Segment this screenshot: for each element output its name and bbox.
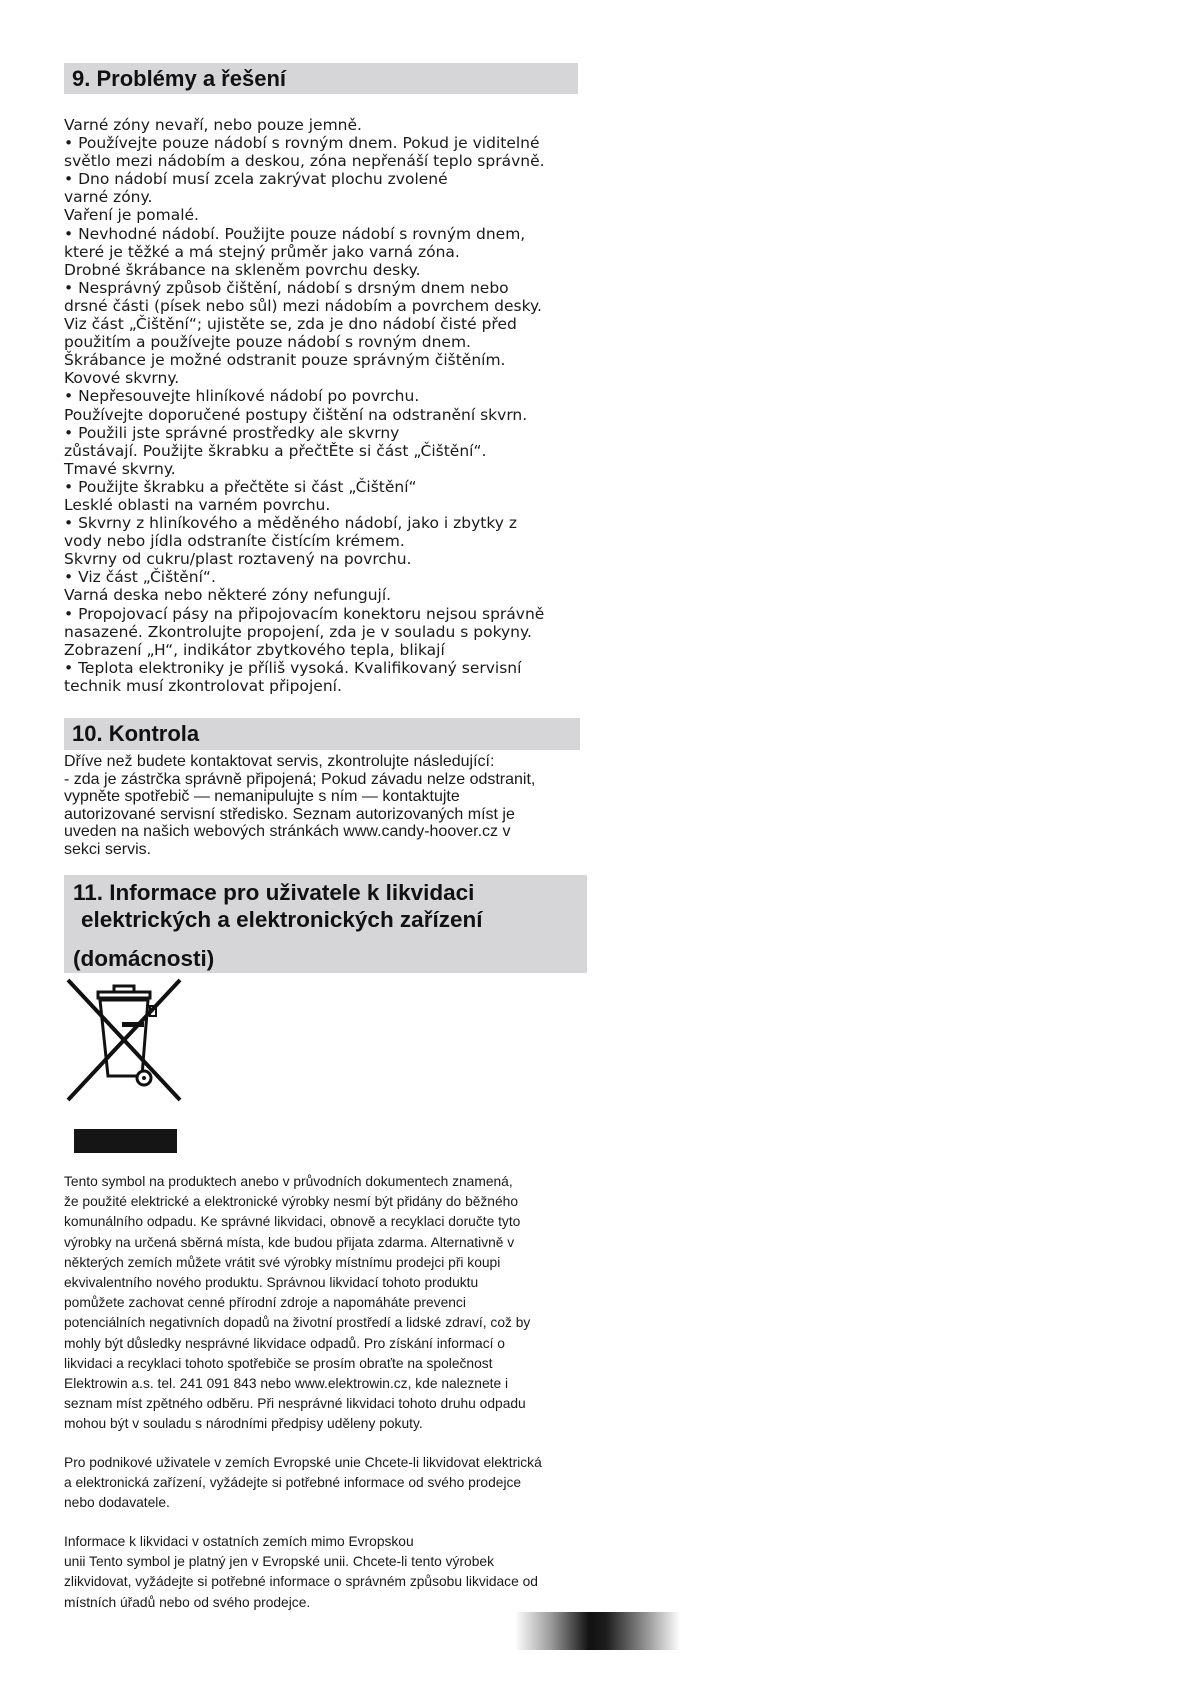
text-line: varné zóny. [64, 188, 153, 207]
disposal-paragraph-2 [64, 1453, 644, 1514]
text-line: ekvivalentního nového produktu. Správnou likvidací tohoto produktu [64, 1275, 479, 1291]
text-line: uveden na našich webových stránkách www.candy-hoover.cz v [64, 823, 511, 841]
text-line: zlikvidovat, vyžádejte si potřebné informace o správném způsobu likvidace od [64, 1574, 538, 1590]
text-line: sekci servis. [64, 840, 152, 858]
disposal-paragraph-1 [64, 1172, 644, 1435]
section-10-body [64, 753, 624, 859]
text-line: • Teplota elektroniky je příliš vysoká. Kvalifikovaný servisní [64, 658, 522, 677]
text-line: Tmavé skvrny. [64, 459, 176, 478]
text-line: drsné části (písek nebo sůl) mezi nádobím a povrchem desky. [64, 296, 542, 315]
text-line: potenciálních negativních dopadů na životní prostředí a lidské zdraví, což by [64, 1315, 531, 1331]
text-line: Lesklé oblasti na varném povrchu. [64, 495, 331, 514]
text-line: autorizované servisní středisko. Seznam autorizovaných míst je [64, 805, 515, 823]
text-line: mohly být důsledky nesprávné likvidace odpadů. Pro získání informací o [64, 1335, 505, 1351]
text-line: Škrábance je možné odstranit pouze správným čištěním. [64, 351, 506, 370]
section-11-heading [64, 875, 587, 973]
text-line: seznam míst zpětného odběru. Při nesprávné likvidaci tohoto druhu odpadu [64, 1396, 526, 1412]
text-line: nasazené. Zkontrolujte propojení, zda je v souladu s pokyny. [64, 622, 532, 641]
text-line: Varná deska nebo některé zóny nefungují. [64, 586, 392, 605]
text-line: použitím a používejte pouze nádobí s rovným dnem. [64, 333, 471, 352]
text-line: Pro podnikové uživatele v zemích Evropské unie Chcete-li likvidovat elektrická [64, 1455, 542, 1470]
text-line: Informace k likvidaci v ostatních zemích mimo Evropskou [64, 1534, 414, 1549]
section-10-heading [64, 718, 580, 750]
text-line: Používejte doporučené postupy čištění na odstranění skvrn. [64, 405, 528, 424]
section-11-title-line-3: (domácnosti) [73, 946, 215, 971]
text-line: - zda je zástrčka správně připojená; Pokud závadu nelze odstranit, [64, 770, 536, 788]
text-line: vody nebo jídla odstraníte čistícím krémem. [64, 532, 405, 551]
text-line: pomůžete zachovat cenné přírodní zdroje a napomáháte prevenci [64, 1295, 466, 1311]
text-line: Kovové skvrny. [64, 369, 180, 388]
page-edge-tab [515, 1612, 680, 1650]
text-line: Dříve než budete kontaktovat servis, zkontrolujte následující: [64, 753, 495, 770]
text-line: • Dno nádobí musí zcela zakrývat plochu zvolené [64, 170, 448, 189]
text-line: • Použili jste správné prostředky ale skvrny [64, 423, 400, 442]
disposal-paragraph-3 [64, 1532, 644, 1613]
section-10-title: 10. Kontrola [72, 721, 200, 746]
crossed-out-wheelie-bin-icon [64, 976, 188, 1106]
text-line: Tento symbol na produktech anebo v průvodních dokumentech znamená, [64, 1174, 513, 1189]
text-line: technik musí zkontrolovat připojení. [64, 676, 342, 695]
text-line: Skvrny od cukru/plast roztavený na povrchu. [64, 550, 412, 569]
text-line: • Nevhodné nádobí. Použijte pouze nádobí s rovným dnem, [64, 224, 526, 243]
text-line: Zobrazení „H“, indikátor zbytkového tepla, blikají [64, 640, 445, 659]
text-line: • Viz část „Čištění“. [64, 568, 216, 587]
text-line: vypněte spotřebič — nemanipulujte s ním — kontaktujte [64, 788, 460, 806]
section-9-heading [64, 63, 578, 94]
text-line: • Nepřesouvejte hliníkové nádobí po povrchu. [64, 387, 420, 406]
text-line: že použité elektrické a elektronické výrobky nesmí být přidány do běžného [64, 1194, 519, 1210]
text-line: • Propojovací pásy na připojovacím konektoru nejsou správně [64, 604, 545, 623]
text-line: některých zemích můžete vrátit své výrobky místnímu prodejci při koupi [64, 1254, 501, 1270]
section-9-body [64, 116, 624, 695]
text-line: • Nesprávný způsob čištění, nádobí s drsným dnem nebo [64, 278, 509, 297]
text-line: místních úřadů nebo od svého prodejce. [64, 1594, 311, 1610]
text-line: mohou být v souladu s národními předpisy uděleny pokuty. [64, 1416, 423, 1432]
symbol-underline-bar [74, 1129, 177, 1153]
text-line: Elektrowin a.s. tel. 241 091 843 nebo www.elektrowin.cz, kde naleznete i [64, 1376, 509, 1392]
text-line: které je těžké a má stejný průměr jako varná zóna. [64, 242, 460, 261]
text-line: • Použijte škrabku a přečtěte si část „Čištění“ [64, 477, 417, 496]
text-line: Viz část „Čištění“; ujistěte se, zda je dno nádobí čisté před [64, 315, 517, 334]
text-line: komunálního odpadu. Ke správné likvidaci, obnově a recyklaci doručte tyto [64, 1214, 521, 1230]
text-line: výrobky na určená sběrná místa, kde budou přijata zdarma. Alternativně v [64, 1234, 515, 1250]
section-11-title-line-1: 11. Informace pro uživatele k likvidaci [73, 880, 475, 905]
text-line: • Používejte pouze nádobí s rovným dnem. Pokud je viditelné [64, 134, 540, 153]
text-line: unii Tento symbol je platný jen v Evropské unii. Chcete-li tento výrobek [64, 1554, 494, 1570]
text-line: likvidaci a recyklaci tohoto spotřebiče se prosím obraťte na společnost [64, 1355, 493, 1371]
text-line: světlo mezi nádobím a deskou, zóna nepřenáší teplo správně. [64, 152, 545, 171]
text-line: Drobné škrábance na skleněm povrchu desky. [64, 260, 421, 279]
section-11-title-line-2: elektrických a elektronických zařízení [81, 907, 483, 932]
text-line: zůstávají. Použijte škrabku a přečtĚte si část „Čištění“. [64, 441, 487, 460]
text-line: Vaření je pomalé. [64, 206, 199, 225]
section-9-title: 9. Problémy a řešení [72, 66, 286, 91]
text-line: Varné zóny nevaří, nebo pouze jemně. [64, 116, 362, 134]
text-line: a elektronická zařízení, vyžádejte si potřebné informace od svého prodejce [64, 1475, 522, 1491]
text-line: • Skvrny z hliníkového a měděného nádobí, jako i zbytky z [64, 514, 517, 533]
text-line: nebo dodavatele. [64, 1495, 170, 1511]
